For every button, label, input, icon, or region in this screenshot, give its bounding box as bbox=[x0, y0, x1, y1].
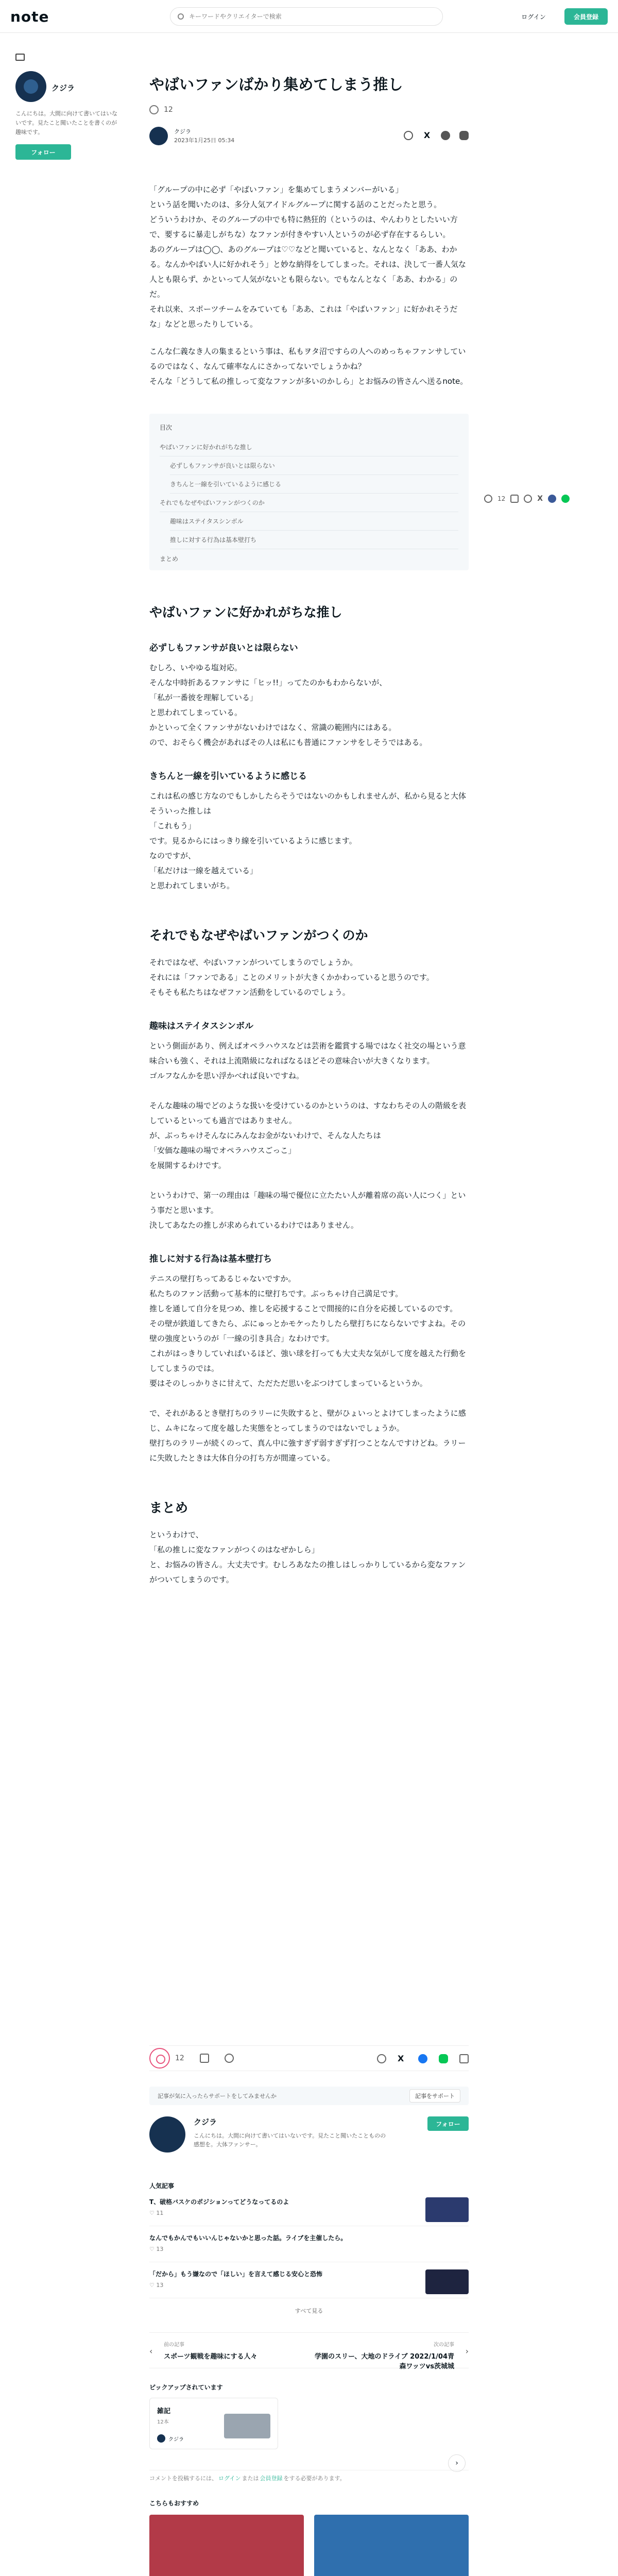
table-of-contents bbox=[149, 414, 469, 570]
more-icon[interactable] bbox=[225, 2054, 234, 2063]
signup-button[interactable]: 会員登録 bbox=[564, 8, 608, 25]
paragraph: それではなぜ、やばいファンがついてしまうのでしょうか。 それには「ファンである」ことのメリットが大きくかかわっていると思うのです。 そもそも私たちはなぜファン活動をしているのでしょう。 bbox=[149, 958, 434, 997]
popular-likes: ♡ 13 bbox=[149, 2246, 164, 2252]
next-title[interactable]: 学園のスリー、大地のドライブ 2022/1/04青森ワッツvs茨城城 bbox=[314, 2353, 454, 2370]
like-row bbox=[149, 105, 469, 114]
list-item[interactable] bbox=[149, 2269, 469, 2298]
subsection-heading: きちんと一線を引いているように感じる bbox=[149, 771, 307, 782]
subsection-heading: 必ずしもファンサが良いとは限らない bbox=[149, 643, 298, 653]
creator-name[interactable]: クジラ bbox=[194, 2117, 217, 2127]
magazine-icon[interactable] bbox=[15, 54, 25, 61]
comment-icon[interactable] bbox=[510, 495, 519, 503]
intro-line: あのグループは◯◯、あのグループは♡♡などと聞いていると、なんとなく「ああ、わかる。なんかやばい人に好かれそう」と妙な納得をしてしまった。それは、決して一番人気な人とも限らず、かといって人気がないとも限らない。でもなんとなく「ああ、わかる」のだ。 bbox=[149, 245, 467, 299]
see-all-link[interactable]: すべて見る bbox=[295, 2308, 323, 2314]
comment-icon[interactable] bbox=[200, 2054, 209, 2063]
site-header bbox=[0, 0, 618, 33]
rec-card[interactable] bbox=[149, 2515, 304, 2576]
intro-line: 「グループの中に必ず「やばいファン」を集めてしまうメンバーがいる」 bbox=[149, 185, 403, 194]
author-row bbox=[149, 126, 469, 146]
toc-item[interactable]: やばいファンに好かれがちな推し bbox=[160, 438, 458, 456]
paragraph: むしろ、いやゆる塩対応。 そんな中時折あるファンサに「ヒッ!!」ってたのかもわからないが、 「私が一番彼を理解している」 と思われてしまっている。 かといって全くファンサがないわけではなく、常識の範囲内にはある。 ので、おそらく機会があればその人は私にも普通にファンサをしそうではある。 bbox=[149, 663, 427, 747]
follow-button[interactable]: フォロー bbox=[427, 2116, 469, 2131]
popular-title[interactable]: 「だから」もう嫌なので「ほしい」を言えて感じる安心と恐怖 bbox=[149, 2270, 323, 2278]
creator-bio: こんにちは。大間に向けて書いてはいないです。見たこと聞いたことものの感想を。大体ファンサー。 bbox=[194, 2132, 386, 2148]
thumbnail[interactable] bbox=[425, 2197, 469, 2222]
toc-item[interactable]: 必ずしもファンサが良いとは限らない bbox=[170, 456, 458, 475]
follow-button[interactable]: フォロー bbox=[15, 144, 71, 160]
toc-item[interactable]: 趣味はステイタスシンボル bbox=[170, 512, 458, 531]
paragraph: というわけで、 「私の推しに変なファンがつくのはなぜかしら」 と、お悩みの皆さん。大丈夫です。むしろあなたの推しはしっかりしているから変なファンがついてしまうのです。 bbox=[149, 1530, 466, 1584]
article bbox=[149, 74, 469, 1587]
section-heading: やばいファンに好かれがちな推し bbox=[149, 605, 342, 620]
paragraph: これは私の感じ方なのでもしかしたらそうではないのかもしれませんが、私から見ると大体そういった推しは 「これもう」 です。見るからにはっきり線を引いているように感じます。 なのですが、 「私だけは一線を越えている」 と思われてしまいがち。 bbox=[149, 791, 467, 890]
paragraph: という側面があり、例えばオペラハウスなどは芸術を鑑賞する場ではなく社交の場という意味合いも強く、それは上流階級になればなるほどその意味合いが大きくなります。 ゴルフなんかを思い浮かべれば良いですね。 bbox=[149, 1041, 466, 1080]
pickup-card[interactable] bbox=[149, 2398, 278, 2449]
chevron-right-icon[interactable]: › bbox=[448, 2454, 466, 2472]
section-heading: まとめ bbox=[149, 1500, 188, 1515]
login-button[interactable]: ログイン bbox=[521, 13, 546, 21]
login-link[interactable]: ログイン bbox=[218, 2475, 241, 2482]
toc-item[interactable]: まとめ bbox=[160, 555, 179, 563]
popular-likes: ♡ 13 bbox=[149, 2282, 164, 2289]
x-share-icon[interactable]: X bbox=[423, 130, 431, 140]
like-count: 12 bbox=[497, 495, 506, 502]
publish-date: 2023年1月25日 05:34 bbox=[174, 137, 235, 144]
heart-icon[interactable] bbox=[149, 105, 159, 114]
avatar[interactable] bbox=[15, 71, 46, 102]
prev-title[interactable]: スポーツ観戦を趣味にする人々 bbox=[164, 2353, 258, 2361]
toc-item[interactable]: きちんと一線を引いているように感じる bbox=[170, 475, 458, 494]
thumbnail[interactable] bbox=[149, 2515, 304, 2576]
rec-card[interactable] bbox=[314, 2515, 469, 2576]
recommend-heading: こちらもおすすめ bbox=[149, 2500, 199, 2507]
section-heading: それでもなぜやばいファンがつくのか bbox=[149, 928, 368, 943]
search-icon bbox=[178, 13, 184, 20]
search-input[interactable] bbox=[189, 13, 426, 20]
intro-line: こんな仁義なき人の集まるという事は、私もヲタ沼ですらの人へのめっちゃファンサしているのではなく、なんて確率なんにさかってないでしょうかね？ bbox=[149, 347, 466, 371]
pickup-carousel bbox=[149, 2398, 469, 2467]
intro-paragraph-2 bbox=[149, 344, 469, 389]
article-footer bbox=[149, 2045, 469, 2576]
list-item[interactable] bbox=[149, 2197, 469, 2226]
paragraph: で、それがあるとき壁打ちのラリーに失敗すると、壁がひょいっとよけてしまったように感じ、ムキになって度を越した実態をとってしまうのではないでしょうか。 壁打ちのラリーが続くのって、真ん中に強すぎず弱すぎず打つことなんですけどね。ラリーに失敗したときは大体自分の打ち方が間違っている。 bbox=[149, 1409, 466, 1463]
creator-name[interactable]: クジラ bbox=[52, 83, 75, 93]
line-icon[interactable] bbox=[459, 131, 469, 140]
intro-line: という話を聞いたのは、多分人気アイドルグループに関する話のことだったと思う。 bbox=[149, 200, 442, 209]
x-share-icon[interactable]: X bbox=[398, 2054, 404, 2063]
prev-article[interactable] bbox=[149, 2333, 309, 2368]
toc-heading[interactable]: 目次 bbox=[160, 424, 173, 431]
subsection-heading: 趣味はステイタスシンボル bbox=[149, 1021, 254, 1031]
avatar[interactable] bbox=[149, 2116, 185, 2153]
embed-icon[interactable] bbox=[459, 2054, 469, 2063]
heart-icon[interactable] bbox=[149, 2048, 170, 2069]
signup-link[interactable]: 会員登録 bbox=[260, 2475, 283, 2482]
line-icon[interactable] bbox=[439, 2054, 448, 2063]
toc-item[interactable]: それでもなぜやばいファンがつくのか bbox=[160, 494, 458, 512]
link-icon[interactable] bbox=[377, 2054, 386, 2063]
article-title: やばいファンばかり集めてしまう推し bbox=[149, 76, 403, 93]
recommend-grid bbox=[149, 2515, 469, 2576]
action-row bbox=[149, 2045, 469, 2071]
creator-profile bbox=[149, 2116, 469, 2166]
thumbnail bbox=[224, 2414, 270, 2438]
line-icon[interactable] bbox=[561, 495, 570, 503]
popular-title[interactable]: T、破格バスケのポジションってどうなってるのよ bbox=[149, 2198, 289, 2206]
chevron-left-icon: ‹ bbox=[149, 2346, 153, 2356]
thumbnail[interactable] bbox=[314, 2515, 469, 2576]
pickup-title[interactable]: 雑記 bbox=[157, 2408, 171, 2415]
pickup-count: 12本 bbox=[157, 2419, 169, 2425]
heart-icon[interactable] bbox=[484, 495, 492, 503]
paragraph: というわけで、第一の理由は「趣味の場で優位に立たたい人が離着席の高い人につく」という事だと思います。 決してあなたの推しが求められているわけではありません。 bbox=[149, 1191, 466, 1230]
creator-sidebar bbox=[15, 54, 118, 160]
paragraph: テニスの壁打ちってあるじゃないですか。 私たちのファン活動って基本的に壁打ちです。ぶっちゃけ自己満足です。 推しを通して自分を見つめ、推しを応援することで間接的に自分を応援しているのです。 その壁が鉄道してきたら、ぶにゅっとかモケったりしたら壁打ちにならないですよね。その壁の強度というのが「一線の引き具合」なわけです。 これがはっきりしていればいるほど、強い球を打っても大丈夫な気がして度を越えた行動をしてしまうのでは。 要はそのしっかりさに甘えて、ただただ思いをぶつけてしまっているというか。 bbox=[149, 1274, 467, 1388]
avatar bbox=[157, 2434, 165, 2443]
popular-heading: 人気記事 bbox=[149, 2182, 175, 2190]
intro-line: どういうわけか、そのグループの中でも特に熱狂的（というのは、やんわりとしたいい方で、要するに暴走しがちな）なファンが付きやすい人というのが必ず存在するらしい。 bbox=[149, 215, 458, 239]
intro-paragraph bbox=[149, 182, 469, 332]
popular-title[interactable]: なんでもかんでもいいんじゃないかと思った話。ライブを主催したら。 bbox=[149, 2234, 347, 2242]
facebook-icon[interactable] bbox=[418, 2054, 427, 2063]
prev-label: 前の記事 bbox=[164, 2342, 184, 2348]
prev-next-nav bbox=[149, 2332, 469, 2368]
like-count: 12 bbox=[164, 106, 173, 114]
toc-item[interactable]: 推しに対する行為は基本壁打ち bbox=[170, 531, 458, 549]
list-item[interactable] bbox=[149, 2233, 469, 2262]
next-label: 次の記事 bbox=[434, 2342, 454, 2348]
intro-line: そんな「どうして私の推しって変なファンが多いのかしら」とお悩みの皆さんへ送るnote。 bbox=[149, 377, 468, 386]
intro-line: それ以来、スポーツチームをみていても「ああ、これは「やばいファン」に好かれそうだな」などと思ったりしている。 bbox=[149, 304, 458, 329]
comment-note: コメントを投稿するには、 ログイン または 会員登録 をする必要があります。 bbox=[149, 2470, 469, 2485]
chevron-right-icon: › bbox=[465, 2346, 469, 2356]
thumbnail[interactable] bbox=[425, 2269, 469, 2294]
support-text: 記事が気に入ったらサポートをしてみませんか bbox=[158, 2093, 277, 2099]
facebook-icon[interactable] bbox=[548, 495, 556, 503]
note-logo[interactable]: note bbox=[10, 8, 49, 25]
share-icon[interactable] bbox=[524, 495, 532, 503]
x-share-icon[interactable]: X bbox=[537, 495, 543, 503]
author-name[interactable]: クジラ bbox=[174, 128, 191, 135]
avatar[interactable] bbox=[149, 127, 168, 145]
support-button[interactable]: 記事をサポート bbox=[409, 2089, 460, 2103]
like-count: 12 bbox=[175, 2054, 184, 2062]
creator-bio: こんにちは。大間に向けて書いてはいないです。見たこと聞いたことを書くのが趣味です。 bbox=[15, 110, 117, 135]
floating-action-bar bbox=[484, 495, 570, 503]
popular-likes: ♡ 11 bbox=[149, 2210, 164, 2216]
facebook-icon[interactable] bbox=[441, 131, 450, 140]
subsection-heading: 推しに対する行為は基本壁打ち bbox=[149, 1254, 272, 1264]
paragraph: そんな趣味の場でどのような扱いを受けているのかというのは、すなわちその人の階級を表しているといっても過言ではありません。 が、ぶっちゃけそんなにみんなお金がないわけで、そんな人たちは 「安価な趣味の場でオペラハウスごっこ」 を展開するわけです。 bbox=[149, 1101, 467, 1170]
share-icon[interactable] bbox=[404, 131, 413, 140]
support-bar bbox=[149, 2087, 469, 2105]
pickup-author: クジラ bbox=[168, 2437, 184, 2443]
next-article[interactable] bbox=[309, 2333, 469, 2368]
pickup-heading: ピックアップされています bbox=[149, 2384, 223, 2391]
search-box[interactable] bbox=[170, 7, 443, 26]
